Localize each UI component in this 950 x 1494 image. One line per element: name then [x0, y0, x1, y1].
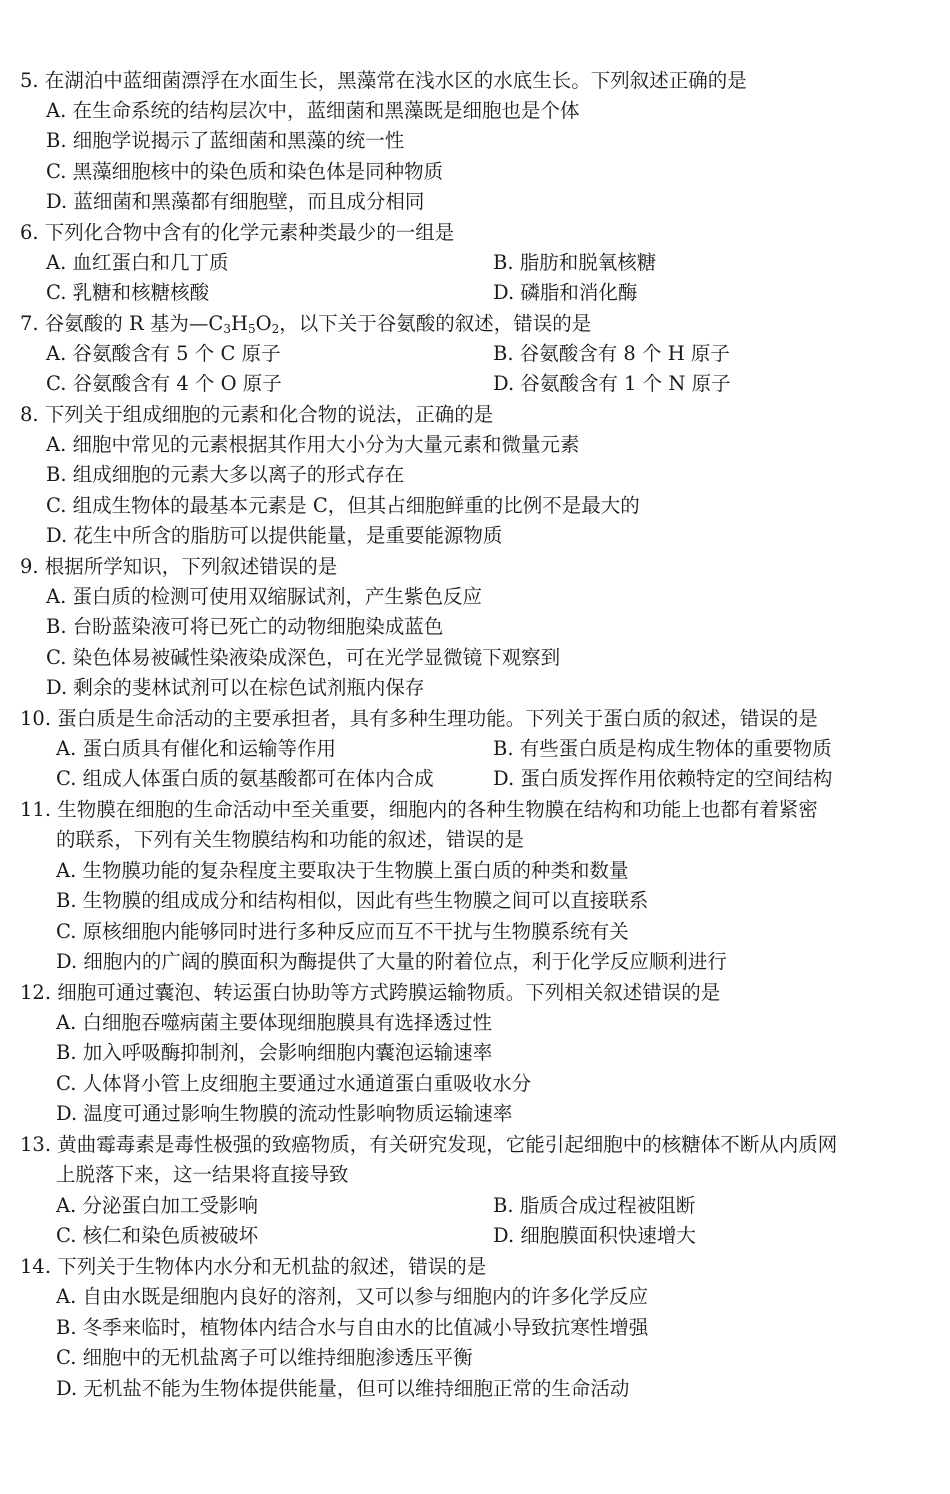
question-7-option-c: C. 谷氨酸含有 4 个 O 原子: [46, 372, 282, 395]
question-10-option-d: D. 蛋白质发挥作用依赖特定的空间结构: [493, 767, 833, 790]
question-14-option-a: A. 自由水既是细胞内良好的溶剂，又可以参与细胞内的许多化学反应: [56, 1285, 648, 1308]
question-13-option-a: A. 分泌蛋白加工受影响: [56, 1194, 258, 1217]
question-14-option-b: B. 冬季来临时，植物体内结合水与自由水的比值减小导致抗寒性增强: [56, 1316, 649, 1339]
question-8-stem: 8. 下列关于组成细胞的元素和化合物的说法，正确的是: [20, 403, 494, 426]
question-8-option-a: A. 细胞中常见的元素根据其作用大小分为大量元素和微量元素: [46, 433, 580, 456]
question-7-formula-sub-2: 2: [271, 322, 280, 336]
question-10-option-b: B. 有些蛋白质是构成生物体的重要物质: [493, 737, 832, 760]
question-11-option-d: D. 细胞内的广阔的膜面积为酶提供了大量的附着位点，利于化学反应顺利进行: [56, 950, 727, 973]
question-11-option-c: C. 原核细胞内能够同时进行多种反应而互不干扰与生物膜系统有关: [56, 920, 629, 943]
question-7-option-a: A. 谷氨酸含有 5 个 C 原子: [46, 342, 281, 365]
question-6-option-b: B. 脂肪和脱氧核糖: [493, 251, 657, 274]
question-11-option-b: B. 生物膜的组成成分和结构相似，因此有些生物膜之间可以直接联系: [56, 889, 649, 912]
question-13-option-c: C. 核仁和染色质被破坏: [56, 1224, 259, 1247]
question-9-stem: 9. 根据所学知识，下列叙述错误的是: [20, 555, 338, 578]
question-6-option-d: D. 磷脂和消化酶: [493, 281, 638, 304]
question-5-option-c: C. 黑藻细胞核中的染色质和染色体是同种物质: [46, 160, 444, 183]
question-13-stem-continued: 上脱落下来，这一结果将直接导致: [56, 1163, 349, 1186]
question-12-stem: 12. 细胞可通过囊泡、转运蛋白协助等方式跨膜运输物质。下列相关叙述错误的是: [20, 981, 721, 1004]
question-13-option-b: B. 脂质合成过程被阻断: [493, 1194, 696, 1217]
question-11-stem-continued: 的联系，下列有关生物膜结构和功能的叙述，错误的是: [56, 828, 525, 851]
question-5-option-b: B. 细胞学说揭示了蓝细菌和黑藻的统一性: [46, 129, 405, 152]
question-14-option-d: D. 无机盐不能为生物体提供能量，但可以维持细胞正常的生命活动: [56, 1377, 630, 1400]
question-7-stem-post: ，以下关于谷氨酸的叙述，错误的是: [279, 312, 592, 335]
question-7-option-b: B. 谷氨酸含有 8 个 H 原子: [493, 342, 730, 365]
question-9-option-d: D. 剩余的斐林试剂可以在棕色试剂瓶内保存: [46, 676, 425, 699]
question-13-stem: 13. 黄曲霉毒素是毒性极强的致癌物质，有关研究发现，它能引起细胞中的核糖体不断从内质网: [20, 1133, 838, 1156]
question-8-option-c: C. 组成生物体的最基本元素是 C，但其占细胞鲜重的比例不是最大的: [46, 494, 640, 517]
question-12-option-c: C. 人体肾小管上皮细胞主要通过水通道蛋白重吸收水分: [56, 1072, 532, 1095]
question-12-option-a: A. 白细胞吞噬病菌主要体现细胞膜具有选择透过性: [56, 1011, 492, 1034]
question-7-formula-sub-3: 3: [223, 322, 231, 336]
question-10-option-c: C. 组成人体蛋白质的氨基酸都可在体内合成: [56, 767, 434, 790]
question-9-option-b: B. 台盼蓝染液可将已死亡的动物细胞染成蓝色: [46, 615, 444, 638]
question-7-stem-pre: 7. 谷氨酸的 R 基为—C: [20, 312, 224, 335]
question-11-option-a: A. 生物膜功能的复杂程度主要取决于生物膜上蛋白质的种类和数量: [56, 859, 629, 882]
question-6-option-a: A. 血红蛋白和几丁质: [46, 251, 229, 274]
question-12-option-b: B. 加入呼吸酶抑制剂，会影响细胞内囊泡运输速率: [56, 1041, 493, 1064]
question-11-stem: 11. 生物膜在细胞的生命活动中至关重要，细胞内的各种生物膜在结构和功能上也都有着紧密: [20, 798, 818, 821]
question-12-option-d: D. 温度可通过影响生物膜的流动性影响物质运输速率: [56, 1102, 513, 1125]
question-14-stem: 14. 下列关于生物体内水分和无机盐的叙述，错误的是: [20, 1255, 487, 1278]
question-10-option-a: A. 蛋白质具有催化和运输等作用: [56, 737, 336, 760]
question-9-option-a: A. 蛋白质的检测可使用双缩脲试剂，产生紫色反应: [46, 585, 482, 608]
question-14-option-c: C. 细胞中的无机盐离子可以维持细胞渗透压平衡: [56, 1346, 473, 1369]
question-13-option-d: D. 细胞膜面积快速增大: [493, 1224, 696, 1247]
question-5-stem: 5. 在湖泊中蓝细菌漂浮在水面生长，黑藻常在浅水区的水底生长。下列叙述正确的是: [20, 69, 747, 92]
question-7-formula-o: O: [255, 312, 272, 335]
question-5-option-a: A. 在生命系统的结构层次中，蓝细菌和黑藻既是细胞也是个体: [46, 99, 580, 122]
question-9-option-c: C. 染色体易被碱性染液染成深色，可在光学显微镜下观察到: [46, 646, 561, 669]
question-6-stem: 6. 下列化合物中含有的化学元素种类最少的一组是: [20, 221, 455, 244]
question-7-formula-sub-5: 5: [247, 322, 256, 336]
question-7-stem: [20, 309, 935, 339]
question-6-option-c: C. 乳糖和核糖核酸: [46, 281, 210, 304]
question-5-option-d: D. 蓝细菌和黑藻都有细胞壁，而且成分相同: [46, 190, 425, 213]
question-7-option-d: D. 谷氨酸含有 1 个 N 原子: [493, 372, 731, 395]
question-8-option-b: B. 组成细胞的元素大多以离子的形式存在: [46, 463, 405, 486]
question-10-stem: 10. 蛋白质是生命活动的主要承担者，具有多种生理功能。下列关于蛋白质的叙述，错误的是: [20, 707, 818, 730]
question-8-option-d: D. 花生中所含的脂肪可以提供能量，是重要能源物质: [46, 524, 503, 547]
question-7-formula-h: H: [230, 312, 248, 335]
